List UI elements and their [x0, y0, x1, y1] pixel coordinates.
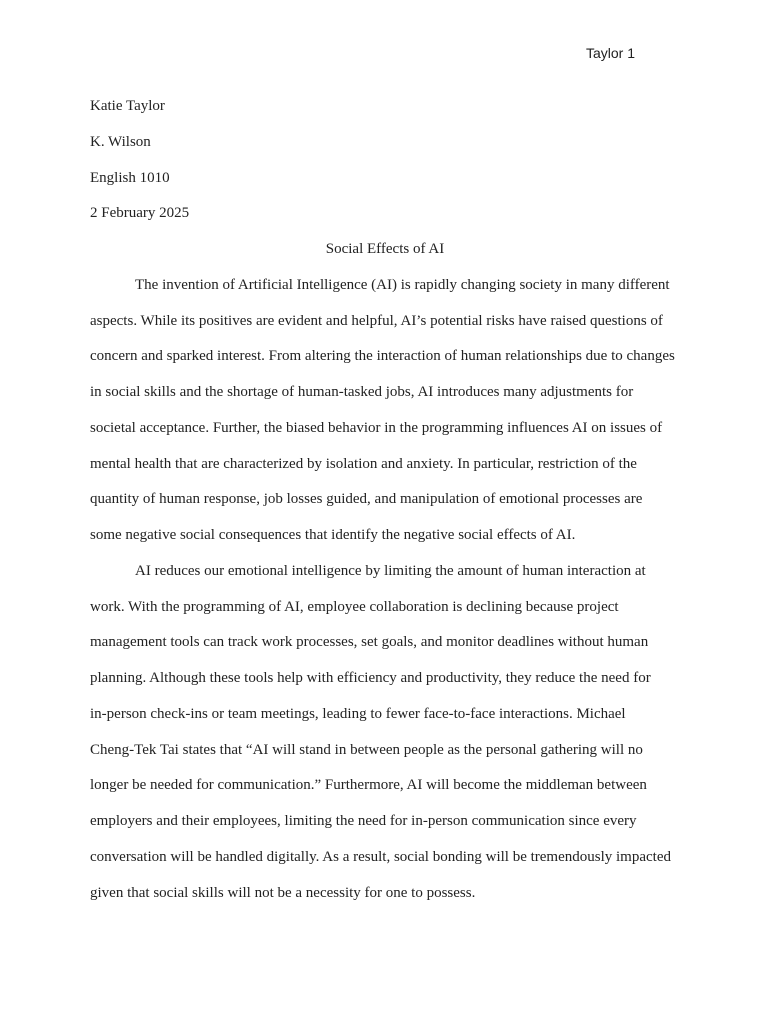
course-name: English 1010: [90, 169, 170, 186]
paragraph-line: societal acceptance. Further, the biased behavior in the programming influences AI on issues of: [90, 419, 663, 436]
paragraph-line: aspects. While its positives are evident and helpful, AI’s potential risks have raised questions of: [90, 312, 663, 329]
paragraph-line: longer be needed for communication.” Furthermore, AI will become the middleman between: [90, 777, 647, 794]
paragraph-line: employers and their employees, limiting the need for in-person communication since every: [90, 813, 637, 829]
paragraph-line: quantity of human response, job losses guided, and manipulation of emotional processes are: [90, 491, 643, 508]
essay-body: [90, 89, 680, 911]
paragraph-line: The invention of Artificial Intelligence (AI) is rapidly changing society in many different: [135, 276, 670, 293]
paragraph-line: conversation will be handled digitally. As a result, social bonding will be tremendously impacted: [90, 848, 671, 865]
paragraph-line: planning. Although these tools help with efficiency and productivity, they reduce the need for: [90, 670, 651, 686]
paragraph-line: given that social skills will not be a necessity for one to possess.: [90, 884, 476, 901]
author-name: Katie Taylor: [90, 98, 165, 114]
paragraph-line: some negative social consequences that identify the negative social effects of AI.: [90, 527, 576, 543]
essay-date: 2 February 2025: [90, 205, 190, 222]
paragraph-2: [90, 554, 680, 912]
paragraph-line: work. With the programming of AI, employee collaboration is declining because project: [90, 598, 619, 615]
paragraph-line: Cheng-Tek Tai states that “AI will stand in between people as the personal gathering will no: [90, 741, 643, 758]
paragraph-line: in-person check-ins or team meetings, leading to fewer face-to-face interactions. Michael: [90, 705, 626, 722]
instructor-name: K. Wilson: [90, 133, 151, 150]
paragraph-1: [90, 268, 680, 554]
running-head: Taylor 1: [585, 45, 635, 61]
paragraph-line: concern and sparked interest. From altering the interaction of human relationships due to changes: [90, 348, 675, 365]
paragraph-line: in social skills and the shortage of human-tasked jobs, AI introduces many adjustments for: [90, 384, 634, 400]
paragraph-line: management tools can track work processes, set goals, and monitor deadlines without human: [90, 634, 649, 651]
paragraph-line: mental health that are characterized by isolation and anxiety. In particular, restriction of the: [90, 455, 637, 472]
essay-title: Social Effects of AI: [325, 241, 445, 257]
paragraph-line: AI reduces our emotional intelligence by limiting the amount of human interaction at: [135, 562, 646, 579]
